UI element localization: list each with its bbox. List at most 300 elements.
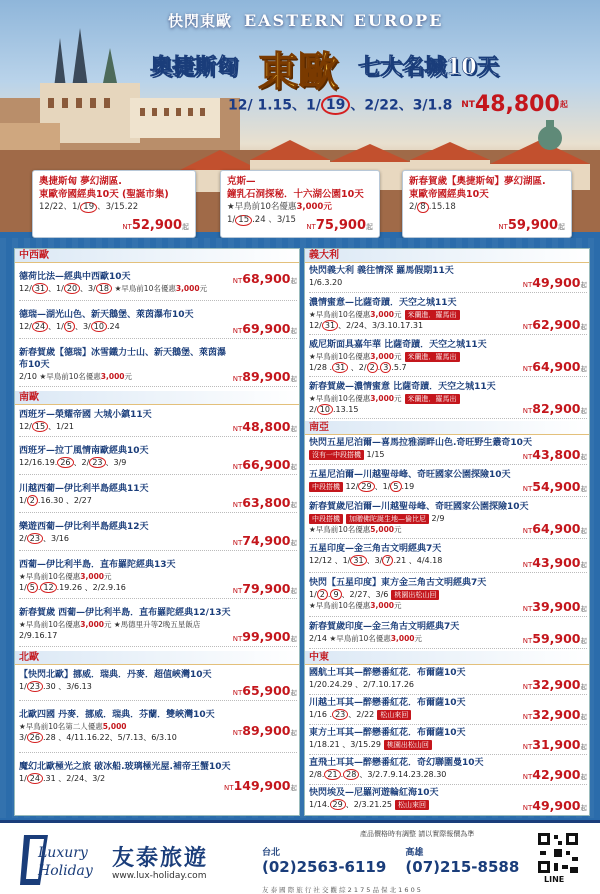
note-unit: 元	[394, 601, 402, 610]
trip-item[interactable]	[309, 577, 587, 617]
trip-name: 濃情蜜意—比薩奇蹟．天空之城11天	[309, 298, 457, 308]
dates-pre: 12/ 1.15、1/	[228, 97, 321, 114]
price-value: 43,900	[532, 555, 581, 570]
currency: NT	[232, 463, 243, 471]
trip-item[interactable]	[309, 727, 587, 755]
line-label: LINE	[544, 875, 565, 884]
date-text: .15.18	[428, 202, 456, 212]
currency: NT	[522, 605, 533, 613]
date-text: .5.7	[391, 363, 407, 372]
price-value: 82,900	[532, 401, 581, 416]
date-text: 、3/	[80, 284, 96, 293]
trip-name: 川越土耳其—醉戀番紅花．布爾薩10天	[309, 698, 466, 708]
date-text: .13.15	[332, 405, 359, 414]
date-circle: 3	[380, 362, 391, 373]
title-row	[150, 40, 570, 98]
trip-item[interactable]	[19, 607, 297, 647]
note-price: 3,000	[370, 601, 395, 610]
trip-price	[233, 581, 297, 596]
price-value: 63,800	[242, 495, 291, 510]
price-value: 65,900	[242, 683, 291, 698]
date-circle: 8	[417, 202, 428, 213]
price-unit: 起	[580, 323, 587, 331]
price-unit: 起	[580, 453, 587, 461]
price-value: 89,900	[242, 369, 291, 384]
date-text: .	[340, 770, 344, 779]
note-price: 3,000	[100, 372, 125, 381]
currency: NT	[522, 407, 533, 415]
price-unit: 起	[290, 277, 297, 285]
date-text: .30 、3/6.13	[42, 682, 92, 691]
note-text: ★早鳥前10名優惠	[309, 394, 371, 403]
promo-title: 奧捷斯匈 夢幻湖區.	[39, 176, 122, 187]
note-price: 3,000	[370, 394, 395, 403]
trip-price	[523, 677, 587, 692]
trip-name: 快閃五星尼泊爾—喜馬拉雅湖畔山色.奇旺野生叢奇10天	[309, 438, 532, 448]
trip-item[interactable]	[19, 347, 297, 387]
currency: NT	[122, 223, 132, 231]
price-value: 48,800	[242, 419, 291, 434]
flight-tag: 中段搭機	[309, 514, 343, 524]
price-value: 32,900	[532, 707, 581, 722]
date-text: 2/	[409, 202, 418, 212]
title-right: 七大名城10天	[358, 54, 499, 80]
trip-name: 北歐四國 丹麥．挪威．瑞典．芬蘭．雙峽灣10天	[19, 710, 215, 720]
trip-item[interactable]	[309, 469, 587, 497]
currency: NT	[522, 453, 533, 461]
route-tag: 米蘭進．羅馬出	[405, 394, 460, 404]
price-unit: 起	[290, 327, 297, 335]
note-unit: 元	[394, 352, 402, 361]
promo-title: 克斯—	[227, 176, 256, 187]
date-text: .	[37, 583, 41, 592]
logo-text-luxury: Luxury	[38, 845, 88, 861]
date-text: 12/	[19, 322, 32, 331]
trip-item[interactable]	[19, 409, 297, 437]
date-circle: 9	[330, 589, 341, 600]
trip-name: 快閃義大利 義往情深 羅馬假期11天	[309, 266, 454, 276]
trip-item[interactable]	[309, 265, 587, 293]
price-value: 99,900	[242, 629, 291, 644]
region-label: 南歐	[19, 392, 39, 403]
trip-item[interactable]	[309, 697, 587, 725]
trip-item[interactable]	[309, 437, 587, 465]
note-price: 3,000	[175, 284, 200, 293]
note-text: ★早鳥前10名優惠	[309, 601, 371, 610]
currency: NT	[522, 323, 533, 331]
price-unit: 起	[580, 407, 587, 415]
date-circle: 29	[330, 799, 346, 810]
note-price: 3,000	[370, 352, 395, 361]
title-left: 奧捷斯匈	[150, 54, 239, 80]
currency: NT	[522, 713, 533, 721]
price-unit: 起	[558, 223, 565, 231]
price-currency: NT	[461, 99, 475, 110]
currency: NT	[232, 689, 243, 697]
note-text: ★早鳥前10名優惠	[19, 572, 81, 581]
date-circle: 12	[40, 582, 56, 593]
gift-tag: 加贈佛陀誕生地—倫比尼	[346, 514, 429, 524]
currency: NT	[522, 804, 533, 812]
price-value: 149,900	[233, 778, 291, 793]
currency: NT	[522, 485, 533, 493]
price-value: 64,900	[532, 359, 581, 374]
trip-price	[523, 599, 587, 614]
kicker-cn: 快閃東歐	[168, 12, 233, 30]
trip-item[interactable]	[19, 483, 297, 513]
date-circle: 26	[57, 457, 73, 468]
date-text: 1/	[227, 215, 236, 225]
trip-price	[523, 707, 587, 722]
date-text: 、2/	[348, 363, 367, 372]
promo-subtitle: 東歐帝國經典10天 (聖誕市集)	[39, 189, 169, 200]
date-circle: 20	[64, 283, 80, 294]
promo-card-3[interactable]	[402, 170, 572, 238]
date-circle: 21	[324, 769, 340, 780]
trip-dates: 1/6.3.20	[309, 278, 343, 287]
note-unit: 元	[394, 525, 402, 534]
website-link[interactable]: www.lux-holiday.com	[112, 871, 207, 881]
date-text: .24	[106, 322, 120, 331]
trip-price	[523, 359, 587, 374]
date-text: 12/	[19, 422, 32, 431]
price-value: 49,900	[532, 798, 581, 813]
trip-name: 快閃【五星印度】東方金三角古文明經典7天	[309, 578, 487, 588]
kaohsiung-contact[interactable]	[405, 845, 519, 876]
date-circle: 23	[27, 533, 43, 544]
currency: NT	[522, 365, 533, 373]
trip-item[interactable]	[309, 501, 587, 539]
currency: NT	[232, 425, 243, 433]
price-value: 42,900	[532, 767, 581, 782]
currency: NT	[522, 527, 533, 535]
note-price: 3,000	[370, 310, 395, 319]
date-text: 、3/	[74, 322, 91, 331]
left-column	[14, 248, 300, 816]
region-label: 中西歐	[19, 250, 49, 261]
trip-name: 魔幻北歐極光之旅 破冰船.玻璃極光屋.補帝王蟹10天	[19, 762, 231, 772]
route-tag: 松山來回	[377, 710, 411, 720]
trip-item[interactable]	[309, 297, 587, 335]
date-text: 、2/3.21.25	[345, 800, 393, 809]
currency: NT	[232, 587, 243, 595]
date-text: 、3/2.7.9.14.23.28.30	[359, 770, 447, 779]
trip-item[interactable]	[309, 787, 587, 815]
price-value: 31,900	[532, 737, 581, 752]
right-column	[304, 248, 590, 816]
price-value: 69,900	[242, 321, 291, 336]
date-circle: 31	[350, 555, 366, 566]
date-circle: 10	[317, 404, 333, 415]
region-label: 北歐	[19, 652, 39, 663]
date-text: 12/22、1/	[39, 202, 81, 212]
trip-name: 五星尼泊爾—川越聖母峰、奇旺國家公園探險10天	[309, 470, 511, 480]
price-unit: 起	[580, 637, 587, 645]
price-value: 49,900	[532, 275, 581, 290]
promo-price	[122, 218, 189, 233]
trip-name: 德瑞—湖光山色、新天鵝堡、萊茵瀑布10天	[19, 310, 194, 320]
trip-name: 德荷比法—經典中西歐10天	[19, 272, 131, 282]
price-unit: 起	[580, 713, 587, 721]
date-circle: 29	[358, 481, 374, 492]
trip-item[interactable]	[309, 757, 587, 785]
date-text: .28 、4/11.16.22、5/7.13、6/3.10	[42, 733, 177, 742]
note-unit: 元	[199, 284, 208, 293]
date-text: .	[327, 590, 331, 599]
date-circle: 28	[343, 769, 359, 780]
date-text: 、2/	[73, 458, 90, 467]
date-text: 、3/9	[105, 458, 127, 467]
phone-number: (02)2563-6119	[262, 858, 387, 876]
route-tag: 米蘭進．羅馬出	[405, 310, 460, 320]
trip-item[interactable]	[19, 761, 297, 795]
price-unit: 起	[366, 223, 373, 231]
trip-name: 新春賀歲【德瑞】冰雪鐵力士山、新天鵝堡、萊茵瀑	[19, 348, 227, 358]
trip-price	[233, 533, 297, 548]
kicker	[168, 10, 443, 31]
price-value: 64,900	[532, 521, 581, 536]
route-tag: 桃園出松山回	[391, 590, 439, 600]
trip-price	[523, 631, 587, 646]
date-text: 1/	[19, 496, 27, 505]
price-unit: 起	[580, 281, 587, 289]
price-unit: 起	[580, 561, 587, 569]
trip-item[interactable]	[19, 445, 297, 475]
currency: NT	[498, 223, 508, 231]
note-price: 3,000	[80, 572, 105, 581]
trip-dates: 1/20.24.29 、2/7.10.17.26	[309, 680, 414, 689]
trip-item[interactable]	[19, 669, 297, 701]
trip-price	[523, 479, 587, 494]
region-south-asia	[305, 421, 589, 435]
trip-price	[233, 683, 297, 698]
date-text: 1/18.21 、3/15.29	[309, 740, 381, 749]
trip-item[interactable]	[19, 559, 297, 599]
price-value: 74,900	[242, 533, 291, 548]
price-value: 62,900	[532, 317, 581, 332]
trip-item[interactable]	[19, 709, 297, 753]
promo-note	[227, 201, 373, 214]
date-circle: 23	[89, 457, 105, 468]
date-text: .21 、4/4.18	[393, 556, 443, 565]
date-circle: 7	[382, 555, 393, 566]
note-text: ★早鳥前10名第二人優惠	[19, 722, 103, 731]
date-text: 1/28 .	[309, 363, 333, 372]
price-value: 68,900	[242, 271, 291, 286]
currency: NT	[232, 277, 243, 285]
date-circle: 31	[322, 320, 338, 331]
region-label: 中東	[309, 652, 329, 663]
date-circle: 15	[235, 215, 252, 226]
date-circle: 26	[27, 732, 43, 743]
trip-price	[523, 521, 587, 536]
promo-card-1[interactable]	[32, 170, 196, 238]
price-value: 59,900	[507, 218, 558, 233]
flight-tag: 中段搭機	[309, 482, 343, 492]
date-text: 、2/27、3/6	[341, 590, 389, 599]
early-bird-note	[40, 372, 133, 381]
trip-price	[233, 457, 297, 472]
price-value: 79,900	[242, 581, 291, 596]
promo-title: 新春賀歲【奧捷斯匈】夢幻湖區.	[409, 176, 546, 187]
trip-name: 西葡—伊比利半島．直布羅陀經典13天	[19, 560, 176, 570]
date-circle: 23	[332, 709, 348, 720]
price-value: 89,900	[242, 723, 291, 738]
currency: NT	[232, 729, 243, 737]
region-south-europe	[15, 391, 299, 405]
route-tag: 桃園出松山回	[384, 740, 432, 750]
contact-phones	[262, 845, 519, 876]
price-value: 75,900	[315, 218, 366, 233]
currency: NT	[306, 223, 316, 231]
date-circle: 5	[64, 321, 75, 332]
price-unit: 起	[290, 635, 297, 643]
date-circle: 5	[390, 481, 401, 492]
note-text: ★早鳥前10名優惠	[39, 372, 101, 381]
date-text: 、3/16	[42, 534, 69, 543]
trip-price	[233, 723, 297, 738]
note-text: ★早鳥前10名優惠	[329, 634, 391, 643]
price-unit: 起	[559, 100, 568, 109]
date-circle: 2	[317, 589, 328, 600]
currency: NT	[522, 637, 533, 645]
price-unit: 起	[290, 375, 297, 383]
trip-item[interactable]	[309, 381, 587, 419]
date-circle: 31	[332, 362, 348, 373]
date-text: 2/	[19, 534, 27, 543]
date-text: .	[377, 363, 381, 372]
price-value: 54,900	[532, 479, 581, 494]
note-unit: 元	[104, 572, 112, 581]
date-text: 、3/15.22	[97, 202, 139, 212]
date-text: 2/14	[309, 634, 327, 643]
price-unit: 起	[580, 527, 587, 535]
note-price: 5,000	[102, 722, 127, 731]
kicker-en: EASTERN EUROPE	[244, 11, 444, 30]
date-circle: 19	[80, 202, 97, 213]
price-unit: 起	[290, 463, 297, 471]
date-text: 12/	[309, 321, 322, 330]
date-text: 1/	[19, 583, 27, 592]
note-unit: 元	[124, 372, 133, 381]
note-text: ★早鳥前10名優惠	[309, 525, 371, 534]
trip-item[interactable]	[309, 543, 587, 573]
price-unit: 起	[290, 425, 297, 433]
price-value: 59,900	[532, 631, 581, 646]
price-unit: 起	[290, 587, 297, 595]
date-circle: 15	[32, 421, 48, 432]
date-text: 、1/	[48, 322, 64, 331]
trip-item[interactable]	[309, 667, 587, 695]
note-price: 5,000	[370, 525, 395, 534]
trip-name: 【快閃北歐】挪威．瑞典．丹麥．超值峽灣10天	[19, 670, 212, 680]
currency: NT	[522, 743, 533, 751]
note-unit: 元	[414, 634, 423, 643]
date-circle: 2	[27, 495, 38, 506]
note-text: ★早鳥前10名優惠	[114, 284, 176, 293]
currency: NT	[232, 327, 243, 335]
price-unit: 起	[580, 804, 587, 812]
date-text: 、2/22	[348, 710, 375, 719]
logo-text-holiday: Holiday	[38, 863, 93, 879]
brand-name: 友泰旅遊	[112, 846, 209, 871]
date-text: 1/14.	[309, 800, 330, 809]
early-bird-note	[115, 284, 208, 293]
date-circle: 31	[32, 283, 48, 294]
note-unit: 元	[394, 310, 402, 319]
promo-subtitle: 東歐帝國經典10天	[409, 189, 489, 200]
region-label: 南亞	[309, 422, 329, 433]
departure-dates	[228, 92, 568, 118]
price-value: 52,900	[131, 218, 182, 233]
date-text: 12/	[345, 482, 359, 491]
trip-name: 新春賀歲 西葡—伊比利半島．直布羅陀經典12/13天	[19, 608, 231, 618]
promo-price	[306, 218, 373, 233]
note-price: 3,000	[80, 620, 105, 629]
trip-price	[523, 798, 587, 813]
price-value: 66,900	[242, 457, 291, 472]
trip-item[interactable]	[309, 621, 587, 649]
date-text: 1/	[19, 774, 27, 783]
price-value: 43,800	[532, 447, 581, 462]
date-text: .19	[401, 482, 415, 491]
promo-dates	[39, 201, 189, 214]
date-text: 、1/	[48, 284, 64, 293]
date-circle: 10	[91, 321, 107, 332]
price-unit: 起	[290, 784, 297, 792]
note-text: ★早鳥前10名優惠	[227, 202, 297, 212]
company-logo[interactable]	[18, 831, 98, 889]
price-unit: 起	[580, 773, 587, 781]
trip-item[interactable]	[19, 309, 297, 339]
trip-name: 新春賀歲尼泊爾—川越聖母峰、奇旺國家公園探險10天	[309, 502, 529, 512]
trip-item[interactable]	[19, 521, 297, 551]
line-qr-code-icon[interactable]	[536, 831, 580, 875]
date-text: 12/	[19, 284, 32, 293]
price-notice: 產品價格時有調整 請以實際報價為準	[360, 830, 475, 838]
date-circle: 5	[27, 582, 38, 593]
date-text: 、1/21	[48, 422, 75, 431]
note-price: 3,000	[390, 634, 415, 643]
trip-name: 樂遊西葡—伊比利半島經典12天	[19, 522, 149, 532]
date-text: 1/	[19, 682, 27, 691]
date-text: 2/	[309, 405, 317, 414]
trip-name: 川越西葡—伊比利半島經典11天	[19, 484, 149, 494]
trip-price	[233, 495, 297, 510]
dates-post: 、2/22、3/1.8	[350, 97, 453, 114]
price-unit: 起	[182, 223, 189, 231]
taipei-contact[interactable]	[262, 845, 386, 876]
trip-price	[523, 555, 587, 570]
currency: NT	[224, 784, 234, 792]
date-circle: 18	[96, 283, 112, 294]
trip-item[interactable]	[309, 339, 587, 377]
promo-card-2[interactable]	[220, 170, 380, 238]
trip-item[interactable]	[19, 271, 297, 301]
date-text: 1/	[309, 590, 317, 599]
price-unit: 起	[290, 729, 297, 737]
city-label: 台北	[262, 848, 281, 858]
date-circle: 2	[367, 362, 378, 373]
trip-price	[233, 321, 297, 336]
trip-price	[523, 447, 587, 462]
date-text: 、1/	[374, 482, 391, 491]
note-unit: 元	[394, 394, 402, 403]
trip-price	[233, 271, 297, 286]
trip-price	[224, 778, 297, 793]
headline-price: 48,800	[474, 92, 560, 117]
date-text: .31 、2/24、3/2	[42, 774, 106, 783]
